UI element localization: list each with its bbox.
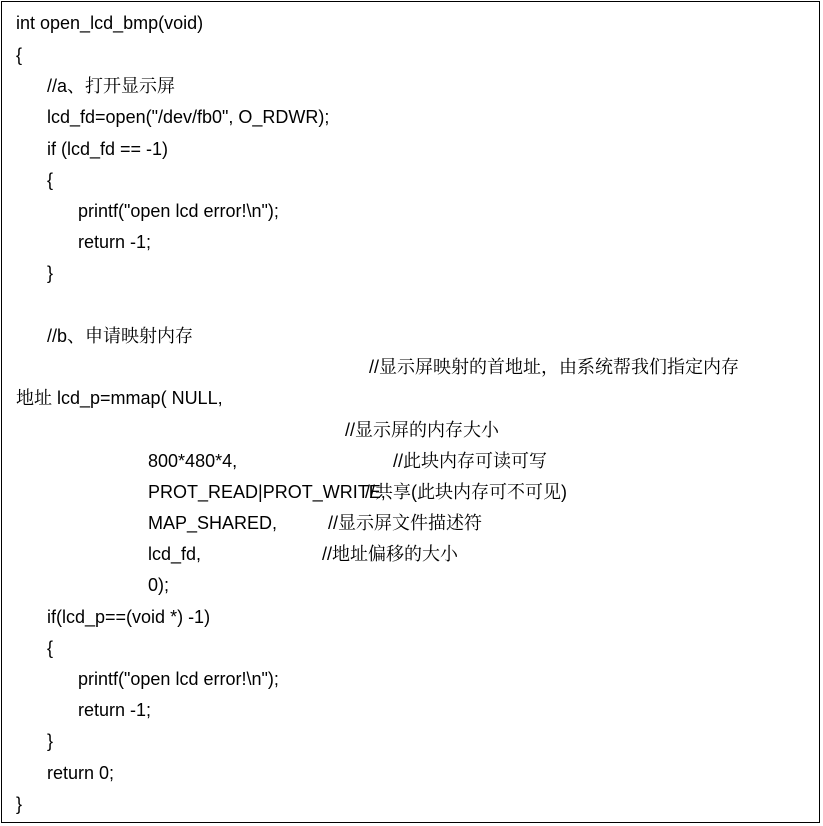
code-line-return-success: return 0; <box>47 763 115 783</box>
code-segment-fd: lcd_fd, <box>148 544 202 564</box>
code-line-open-call: lcd_fd=open("/dev/fb0", O_RDWR); <box>47 107 330 127</box>
code-comment-flags: //共享(此块内存可不可见) <box>365 482 567 502</box>
code-segment-mmap: lcd_p=mmap( NULL, <box>57 388 223 408</box>
code-line-if-close-brace: } <box>47 263 54 283</box>
code-segment-size: 800*480*4, <box>148 451 238 471</box>
code-comment-fd: //显示屏文件描述符 <box>328 513 483 533</box>
code-line-comment-mmap: //b、申请映射内存 <box>47 326 194 346</box>
code-comment-prot: //此块内存可读可写 <box>393 451 548 471</box>
code-line-if-check: if (lcd_fd == -1) <box>47 139 169 159</box>
code-segment-offset: 0); <box>148 575 170 595</box>
code-line-mmap-offset <box>138 539 738 595</box>
code-line-comment-open-screen: //a、打开显示屏 <box>47 76 176 96</box>
code-line-mmap-check: if(lcd_p==(void *) -1) <box>47 607 211 627</box>
code-line-check-open-brace: { <box>47 638 54 658</box>
code-comment-size: //显示屏的内存大小 <box>345 420 500 440</box>
code-line-printf-error: printf("open lcd error!\n"); <box>78 201 279 221</box>
code-line-return-error-2: return -1; <box>78 700 152 720</box>
code-line-if-open-brace: { <box>47 170 54 190</box>
code-line-printf-error-2: printf("open lcd error!\n"); <box>78 669 279 689</box>
code-line-mmap-call <box>47 352 817 408</box>
code-segment-prot: PROT_READ|PROT_WRITE, <box>148 482 386 502</box>
code-comment-offset: //地址偏移的大小 <box>322 544 459 564</box>
code-line-close-brace: } <box>16 794 23 814</box>
code-segment-flags: MAP_SHARED, <box>148 513 278 533</box>
code-line-check-close-brace: } <box>47 731 54 751</box>
code-line-comment-wrap: 地址 <box>16 388 52 408</box>
code-line-function-signature: int open_lcd_bmp(void) <box>16 13 204 33</box>
code-line-return-error: return -1; <box>78 232 152 252</box>
code-comment-mmap-address: //显示屏映射的首地址，由系统帮我们指定内存 <box>369 357 739 377</box>
code-line-open-brace: { <box>16 45 23 65</box>
